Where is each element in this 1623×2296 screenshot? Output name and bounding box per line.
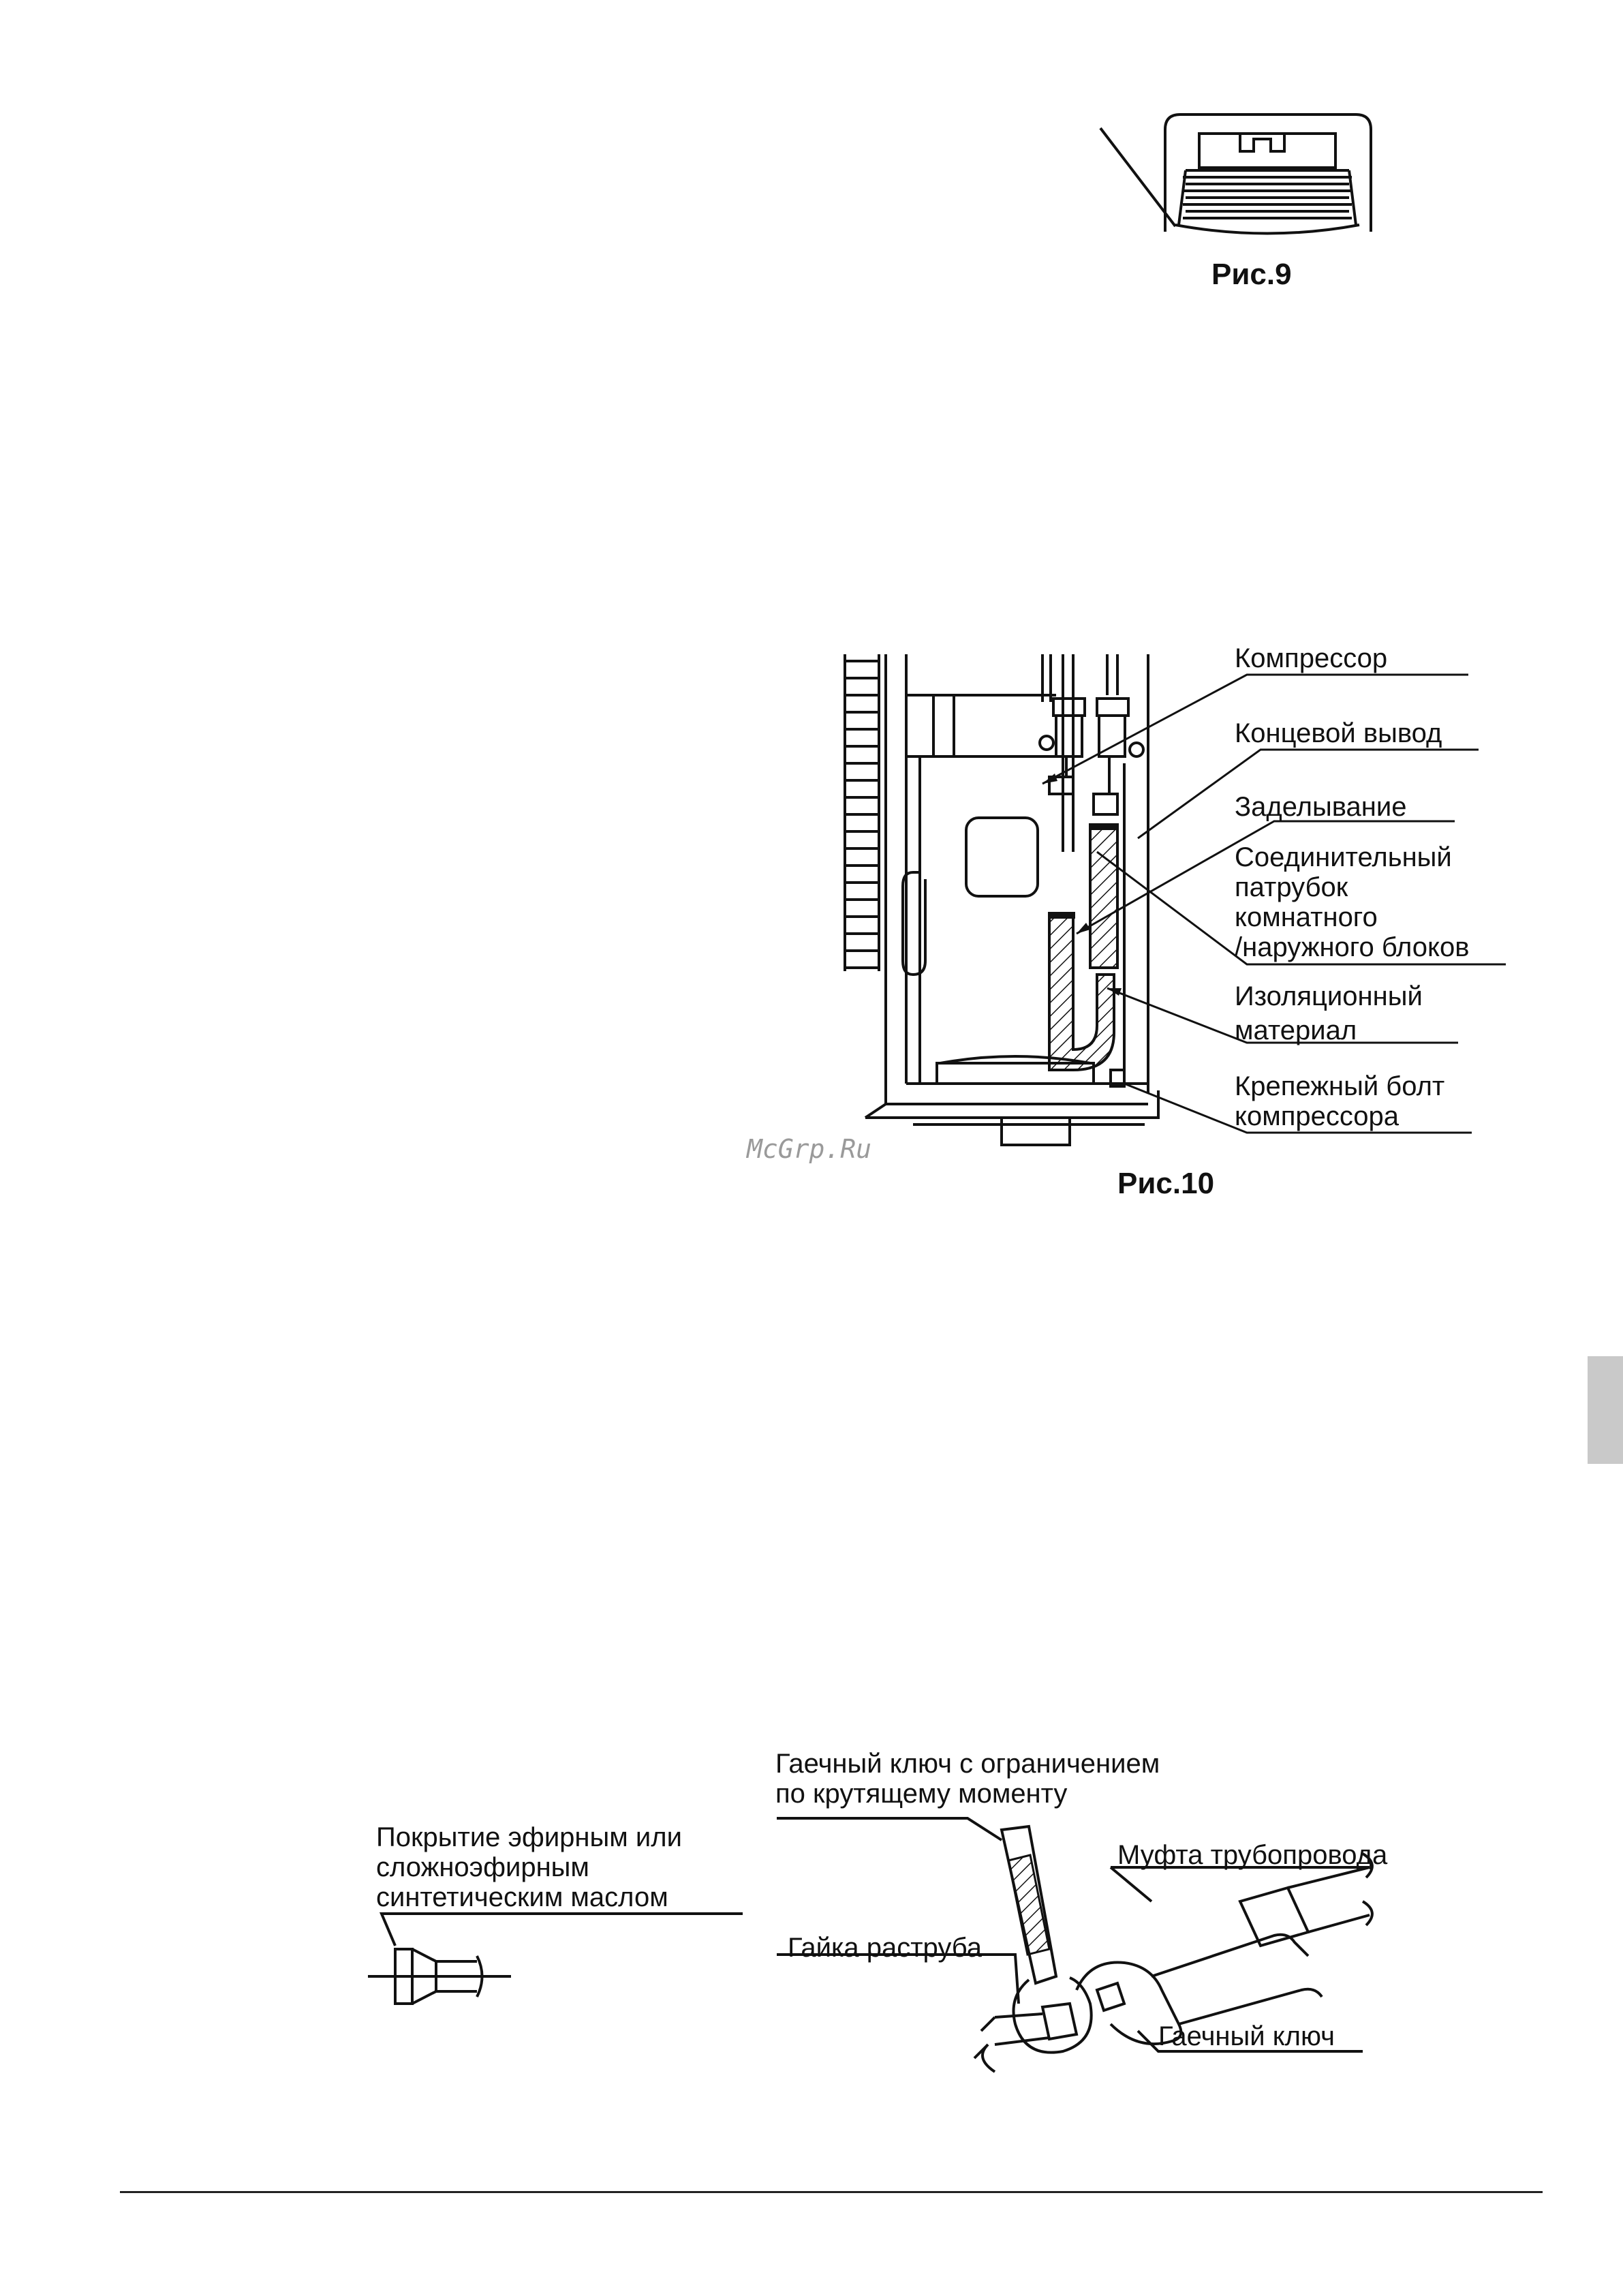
label-sealing: Заделывание (1235, 792, 1407, 822)
label-oil-3: синтетическим маслом (376, 1882, 668, 1912)
label-torque-2: по крутящему моменту (775, 1779, 1068, 1809)
fig9-caption: Рис.9 (1211, 258, 1292, 291)
label-insulation-2: материал (1235, 1015, 1357, 1045)
label-wrench: Гаечный ключ (1158, 2021, 1335, 2051)
label-connecting-pipe-4: /наружного блоков (1235, 932, 1470, 962)
label-bolt-2: компрессора (1235, 1101, 1400, 1131)
flare-pipe-drawing (354, 1908, 736, 2017)
fig9-drawing (1083, 109, 1390, 266)
fig10-caption: Рис.10 (1117, 1167, 1215, 1200)
label-connecting-pipe-3: комнатного (1235, 902, 1378, 932)
page-edge-tab (1588, 1356, 1623, 1464)
label-connecting-pipe-1: Соединительный (1235, 842, 1452, 872)
label-oil-1: Покрытие эфирным или (376, 1822, 682, 1852)
label-flare-nut: Гайка раструба (788, 1933, 983, 1963)
label-coupling: Муфта трубопровода (1117, 1840, 1388, 1870)
label-torque-1: Гаечный ключ с ограничением (775, 1749, 1160, 1779)
watermark: McGrp.Ru (747, 1134, 872, 1164)
label-oil-2: сложноэфирным (376, 1852, 589, 1882)
label-compressor: Компрессор (1235, 643, 1388, 673)
label-bolt-1: Крепежный болт (1235, 1071, 1445, 1101)
label-terminal: Концевой вывод (1235, 718, 1442, 748)
footer-rule (120, 2191, 1543, 2193)
label-insulation-1: Изоляционный (1235, 981, 1423, 1011)
wrench-drawing (770, 1799, 1383, 2079)
label-connecting-pipe-2: патрубок (1235, 872, 1348, 902)
